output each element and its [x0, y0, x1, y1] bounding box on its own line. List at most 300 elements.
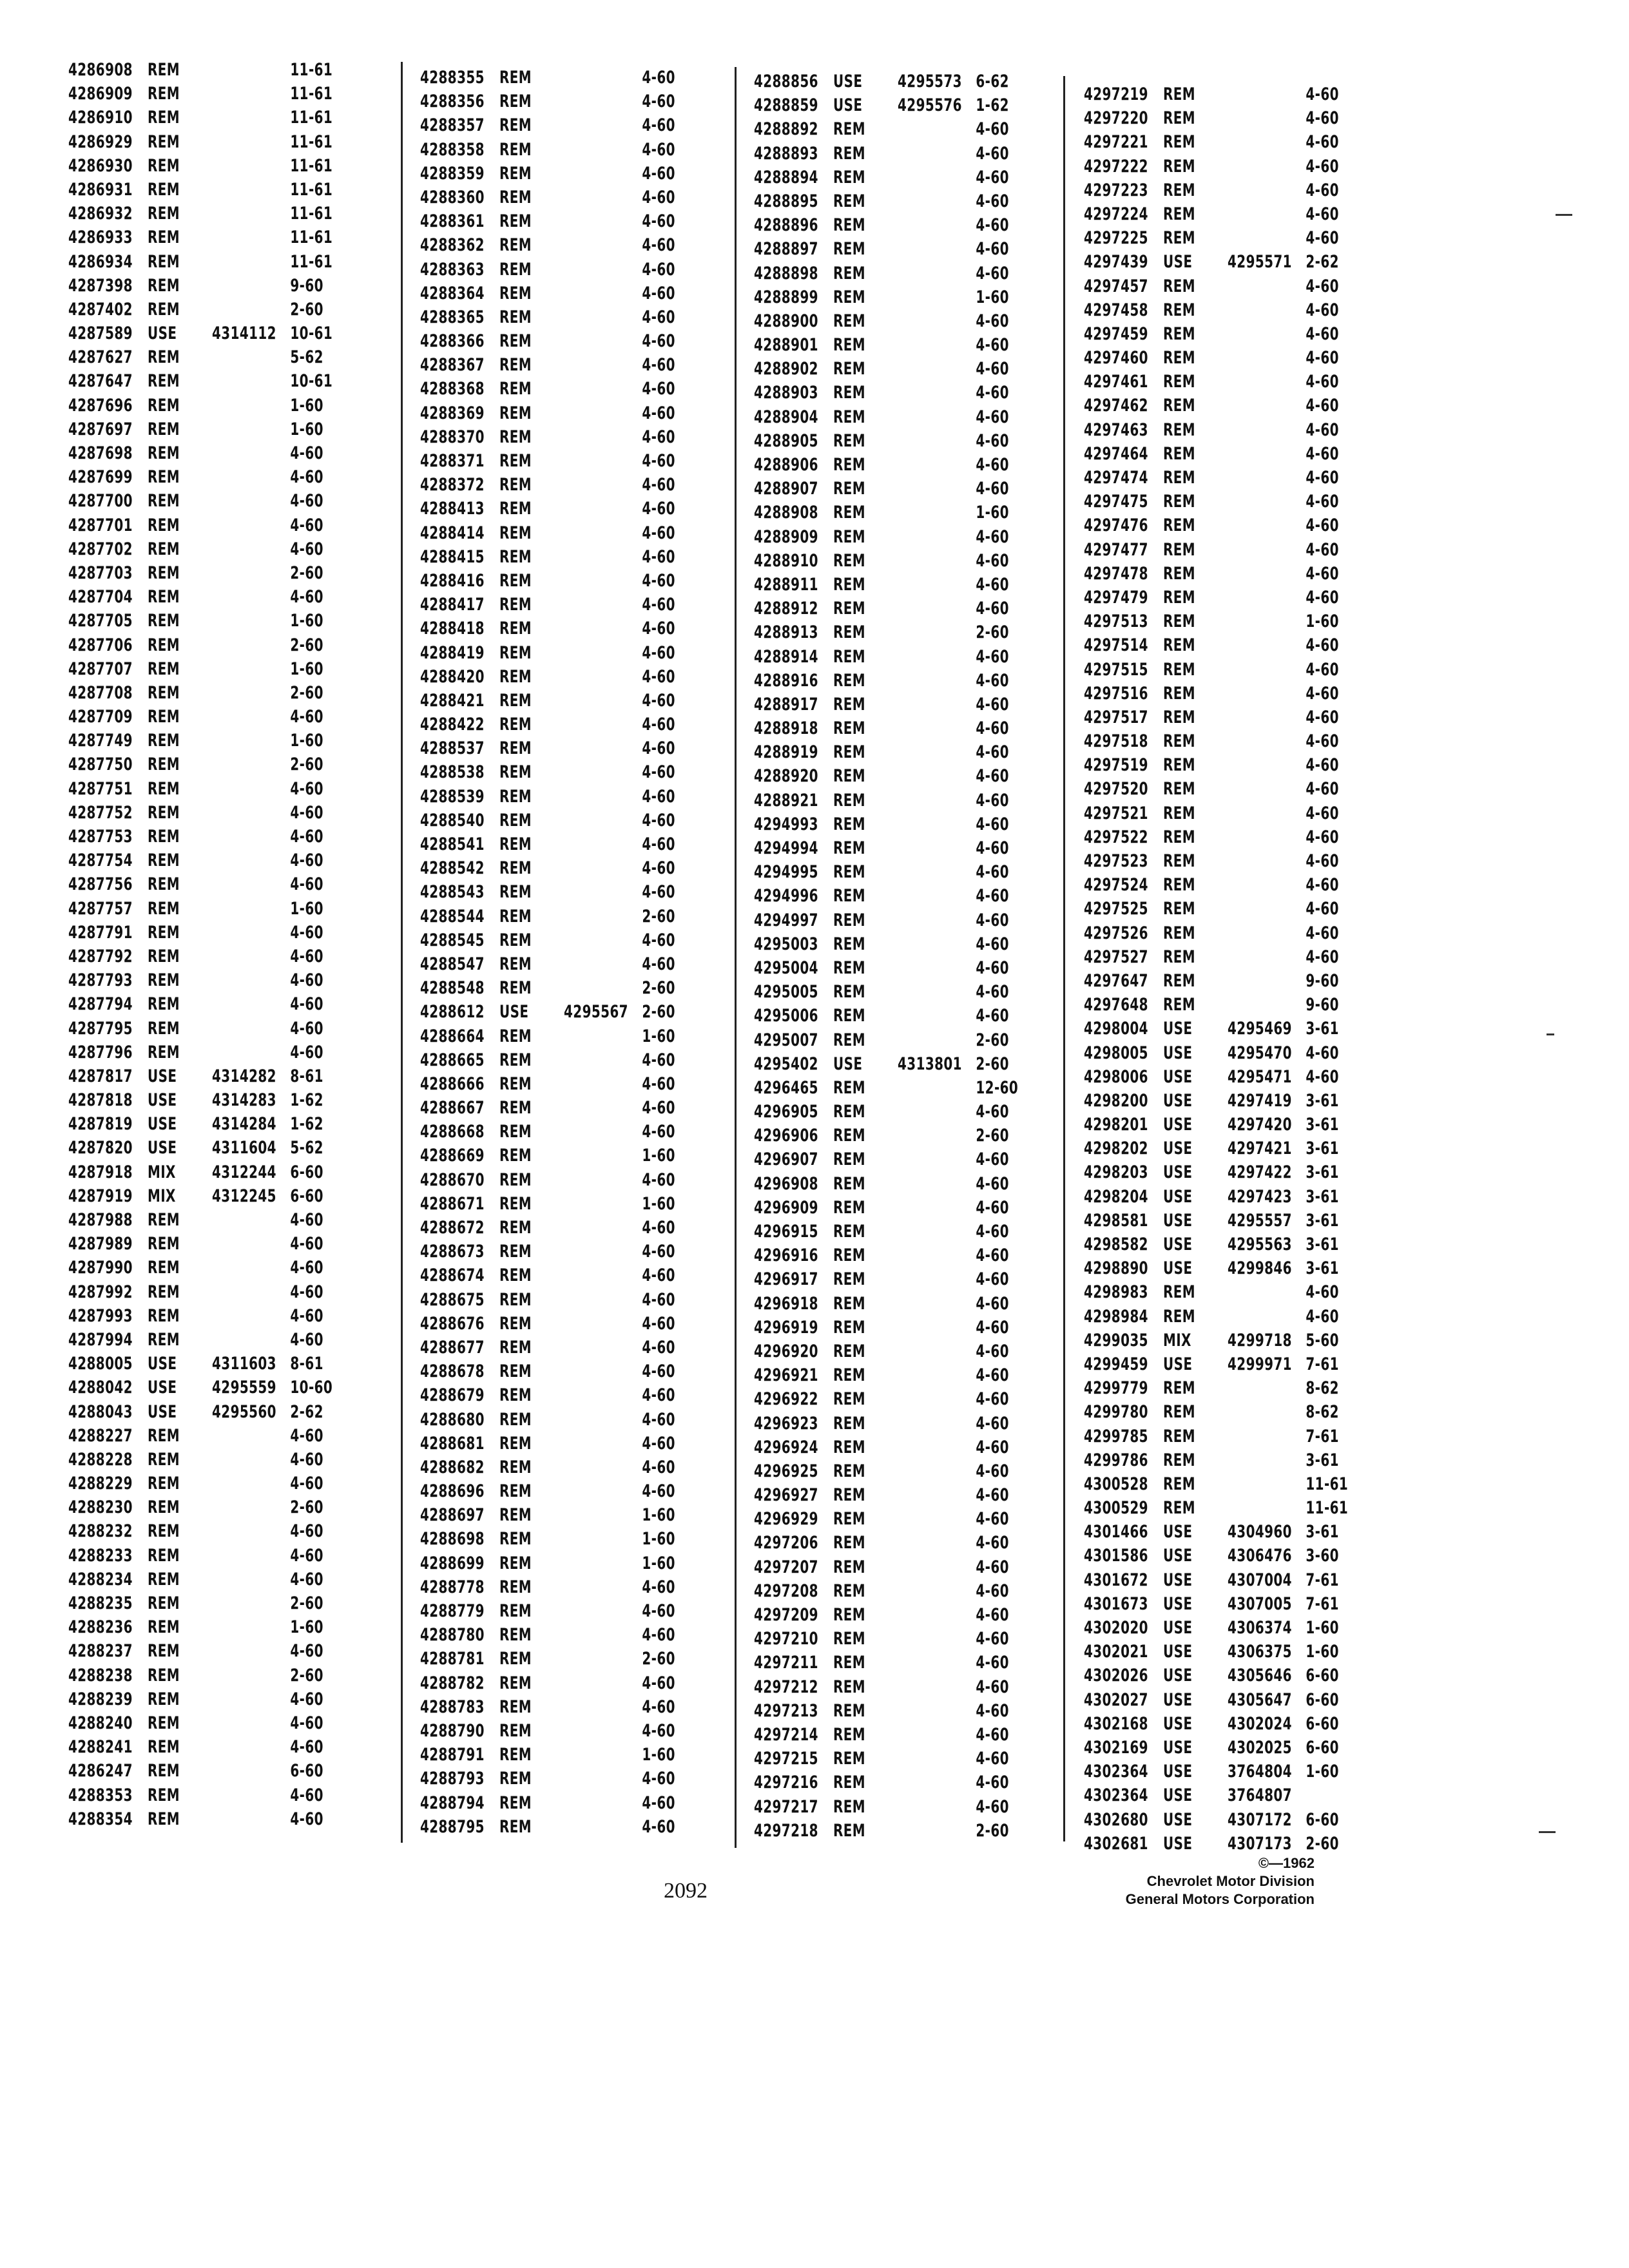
- action-code: REM: [148, 658, 180, 679]
- part-number: 4287751: [68, 778, 133, 799]
- part-row: [420, 785, 675, 809]
- effective-date: 4-60: [976, 1724, 1009, 1745]
- replacement-part-number: 4295559: [212, 1378, 276, 1398]
- part-row: [68, 1687, 323, 1711]
- action-code: REM: [833, 599, 866, 619]
- part-number: 4297524: [1084, 875, 1148, 896]
- effective-date: 1-60: [642, 1745, 675, 1765]
- effective-date: 4-60: [1306, 635, 1339, 656]
- action-code: REM: [1163, 707, 1196, 727]
- replacement-part-number: 4295576: [898, 95, 962, 116]
- effective-date: 4-60: [1306, 515, 1339, 536]
- part-number: 4288795: [420, 1816, 485, 1837]
- part-number: 4302168: [1084, 1713, 1148, 1734]
- effective-date: 4-60: [1306, 468, 1339, 488]
- part-row: [1084, 394, 1339, 418]
- effective-date: 4-60: [642, 858, 675, 879]
- effective-date: 4-60: [642, 715, 675, 735]
- part-number: 4287919: [68, 1186, 133, 1206]
- action-code: USE: [1163, 1618, 1193, 1638]
- action-code: REM: [1163, 683, 1196, 704]
- effective-date: 11-61: [290, 204, 333, 224]
- action-code: REM: [148, 179, 180, 200]
- effective-date: 4-60: [1306, 204, 1339, 224]
- effective-date: 4-60: [976, 646, 1009, 667]
- action-code: REM: [499, 882, 532, 903]
- part-number: 4296906: [754, 1126, 818, 1146]
- effective-date: 4-60: [976, 1677, 1009, 1697]
- part-row: [1084, 1736, 1339, 1760]
- part-number: 4288918: [754, 718, 818, 739]
- effective-date: 4-60: [1306, 1043, 1339, 1063]
- action-code: REM: [833, 886, 866, 907]
- action-code: MIX: [148, 1162, 176, 1182]
- part-row: [420, 138, 675, 162]
- part-row: [1084, 849, 1339, 873]
- action-code: REM: [148, 395, 180, 416]
- action-code: REM: [833, 1820, 866, 1841]
- effective-date: 4-60: [976, 838, 1009, 858]
- replacement-part-number: 4295557: [1228, 1210, 1292, 1231]
- effective-date: 4-60: [290, 1785, 323, 1805]
- effective-date: 7-61: [1306, 1354, 1339, 1374]
- effective-date: 4-60: [290, 1449, 323, 1470]
- part-number: 4288669: [420, 1146, 485, 1166]
- action-code: REM: [499, 1337, 532, 1358]
- part-number: 4302027: [1084, 1689, 1148, 1710]
- part-number: 4298202: [1084, 1139, 1148, 1159]
- action-code: REM: [833, 1197, 866, 1218]
- part-number: 4287754: [68, 850, 133, 871]
- action-code: REM: [499, 1026, 532, 1046]
- effective-date: 4-60: [976, 1437, 1009, 1457]
- effective-date: 4-60: [976, 1773, 1009, 1793]
- action-code: REM: [1163, 563, 1196, 584]
- action-code: USE: [148, 1401, 177, 1422]
- effective-date: 4-60: [290, 443, 323, 463]
- part-row: [754, 1052, 1009, 1076]
- part-number: 4295003: [754, 934, 818, 954]
- part-row: [1084, 1568, 1339, 1592]
- action-code: REM: [148, 1809, 180, 1829]
- part-number: 4287707: [68, 658, 133, 679]
- action-code: USE: [148, 1138, 177, 1158]
- effective-date: 4-60: [642, 595, 675, 615]
- effective-date: 4-60: [642, 1050, 675, 1070]
- action-code: USE: [1163, 1737, 1193, 1758]
- effective-date: 4-60: [1306, 755, 1339, 776]
- action-code: REM: [148, 1593, 180, 1613]
- part-row: [68, 1400, 323, 1424]
- part-row: [1084, 1376, 1339, 1400]
- part-number: 4302026: [1084, 1666, 1148, 1686]
- effective-date: 4-60: [290, 827, 323, 847]
- effective-date: 4-60: [642, 882, 675, 903]
- action-code: REM: [833, 550, 866, 571]
- part-number: 4300528: [1084, 1474, 1148, 1494]
- effective-date: 3-61: [1306, 1235, 1339, 1254]
- part-number: 4288667: [420, 1098, 485, 1119]
- action-code: REM: [833, 1461, 866, 1481]
- part-row: [68, 250, 333, 274]
- effective-date: 4-60: [290, 946, 323, 966]
- effective-date: 4-60: [1306, 108, 1339, 129]
- part-row: [754, 1747, 1009, 1771]
- action-code: REM: [499, 619, 532, 639]
- part-number: 4288901: [754, 335, 818, 356]
- effective-date: 4-60: [976, 934, 1009, 954]
- part-number: 4294993: [754, 814, 818, 834]
- action-code: REM: [499, 954, 532, 974]
- part-row: [68, 441, 323, 465]
- part-row: [754, 620, 1009, 644]
- part-row: [754, 1507, 1009, 1531]
- part-row: [1084, 1160, 1339, 1184]
- action-code: REM: [833, 694, 866, 715]
- action-code: REM: [833, 766, 866, 787]
- action-code: REM: [148, 802, 180, 823]
- action-code: REM: [148, 227, 180, 248]
- part-row: [420, 186, 675, 209]
- effective-date: 4-60: [1306, 419, 1339, 440]
- action-code: USE: [1163, 1546, 1193, 1566]
- effective-date: 2-62: [290, 1401, 323, 1422]
- action-code: REM: [148, 539, 180, 559]
- effective-date: 6-60: [290, 1186, 323, 1206]
- part-row: [754, 477, 1009, 501]
- part-number: 4288894: [754, 167, 818, 187]
- action-code: REM: [499, 1289, 532, 1310]
- action-code: REM: [833, 838, 866, 858]
- part-row: [754, 956, 1009, 980]
- part-row: [420, 1456, 675, 1479]
- action-code: USE: [499, 1002, 529, 1023]
- part-number: 4297516: [1084, 683, 1148, 704]
- effective-date: 4-60: [1306, 132, 1339, 153]
- effective-date: 4-60: [290, 1258, 323, 1278]
- part-row: [420, 856, 675, 880]
- replacement-part-number: 4302025: [1228, 1737, 1292, 1758]
- effective-date: 4-60: [976, 910, 1009, 930]
- replacement-part-number: 4313801: [898, 1053, 962, 1074]
- part-row: [420, 545, 675, 569]
- effective-date: 2-60: [290, 635, 323, 655]
- replacement-part-number: 4314282: [212, 1066, 276, 1086]
- effective-date: 4-60: [1306, 492, 1339, 512]
- part-number: 4297477: [1084, 539, 1148, 560]
- action-code: REM: [833, 862, 866, 883]
- part-row: [420, 1048, 675, 1072]
- part-row: [754, 333, 1009, 357]
- effective-date: 2-60: [290, 1593, 323, 1613]
- part-number: 4287990: [68, 1258, 133, 1278]
- parts-column-3: [754, 70, 1057, 1843]
- part-row: [68, 82, 333, 106]
- action-code: REM: [1163, 180, 1196, 200]
- part-number: 4299780: [1084, 1402, 1148, 1423]
- part-number: 4286908: [68, 60, 133, 80]
- action-code: REM: [499, 1385, 532, 1406]
- effective-date: 4-60: [1306, 84, 1339, 104]
- part-row: [420, 1408, 675, 1432]
- part-row: [420, 1743, 675, 1767]
- part-number: 4294996: [754, 886, 818, 907]
- part-row: [68, 489, 323, 513]
- effective-date: 4-60: [976, 1317, 1009, 1338]
- effective-date: 4-60: [290, 1425, 323, 1446]
- part-number: 4288541: [420, 834, 485, 854]
- part-row: [754, 1267, 1009, 1291]
- effective-date: 9-60: [1306, 970, 1339, 991]
- part-row: [68, 1807, 323, 1831]
- effective-date: 4-60: [642, 427, 675, 447]
- action-code: MIX: [148, 1186, 176, 1206]
- part-row: [68, 1184, 323, 1208]
- effective-date: 4-60: [976, 479, 1009, 499]
- action-code: REM: [148, 1689, 180, 1709]
- effective-date: 4-60: [1306, 276, 1339, 296]
- part-number: 4297519: [1084, 755, 1148, 776]
- part-number: 4302021: [1084, 1642, 1148, 1662]
- action-code: REM: [833, 1437, 866, 1457]
- action-code: REM: [148, 946, 180, 966]
- action-code: USE: [1163, 1019, 1193, 1039]
- effective-date: 4-60: [290, 707, 323, 727]
- action-code: REM: [148, 419, 180, 439]
- part-row: [68, 1328, 323, 1352]
- part-row: [68, 921, 323, 945]
- part-number: 4294995: [754, 862, 818, 883]
- part-number: 4287704: [68, 587, 133, 608]
- part-number: 4297475: [1084, 492, 1148, 512]
- part-row: [420, 832, 675, 856]
- part-row: [68, 1495, 323, 1519]
- part-number: 4296923: [754, 1413, 818, 1434]
- part-number: 4286933: [68, 227, 133, 248]
- part-row: [754, 1363, 1009, 1387]
- part-number: 4288414: [420, 523, 485, 543]
- part-row: [420, 593, 675, 617]
- action-code: REM: [833, 119, 866, 140]
- part-number: 4298582: [1084, 1235, 1148, 1254]
- effective-date: 4-60: [642, 307, 675, 327]
- effective-date: 4-60: [976, 790, 1009, 811]
- action-code: REM: [499, 666, 532, 687]
- action-code: REM: [499, 1816, 532, 1837]
- part-row: [420, 641, 675, 665]
- effective-date: 4-60: [1306, 348, 1339, 369]
- part-row: [420, 473, 675, 497]
- replacement-part-number: 4299971: [1228, 1354, 1292, 1374]
- action-code: REM: [833, 1317, 866, 1338]
- action-code: REM: [499, 187, 532, 207]
- effective-date: 4-60: [976, 766, 1009, 787]
- part-number: 4288903: [754, 383, 818, 403]
- part-row: [1084, 945, 1339, 969]
- effective-date: 4-60: [976, 1700, 1009, 1721]
- part-number: 4296922: [754, 1389, 818, 1410]
- part-number: 4288790: [420, 1720, 485, 1741]
- effective-date: 4-60: [976, 574, 1009, 595]
- effective-date: 1-60: [642, 1553, 675, 1573]
- action-code: REM: [499, 690, 532, 711]
- effective-date: 6-60: [1306, 1713, 1339, 1734]
- part-number: 4296927: [754, 1485, 818, 1506]
- effective-date: 4-60: [642, 1169, 675, 1190]
- part-number: 4288367: [420, 355, 485, 376]
- action-code: REM: [1163, 108, 1196, 129]
- effective-date: 4-60: [976, 1629, 1009, 1649]
- part-row: [1084, 82, 1339, 106]
- action-code: USE: [1163, 1043, 1193, 1063]
- part-number: 4288358: [420, 139, 485, 160]
- action-code: USE: [1163, 1522, 1193, 1542]
- part-number: 4286932: [68, 204, 133, 224]
- part-row: [68, 106, 333, 130]
- part-number: 4288904: [754, 407, 818, 427]
- part-number: 4298200: [1084, 1090, 1148, 1111]
- part-row: [1084, 322, 1339, 346]
- part-number: 4296905: [754, 1102, 818, 1122]
- action-code: REM: [833, 1749, 866, 1769]
- effective-date: 4-60: [976, 1365, 1009, 1386]
- part-row: [68, 418, 323, 441]
- part-number: 4288354: [68, 1809, 133, 1829]
- replacement-part-number: 3764804: [1228, 1762, 1292, 1782]
- part-number: 4297222: [1084, 156, 1148, 177]
- part-number: 4288916: [754, 670, 818, 691]
- action-code: REM: [148, 970, 180, 991]
- action-code: REM: [499, 1457, 532, 1477]
- action-code: REM: [833, 1653, 866, 1673]
- part-number: 4297209: [754, 1605, 818, 1625]
- part-row: [420, 66, 675, 90]
- part-row: [420, 713, 675, 736]
- replacement-part-number: 4312245: [212, 1186, 276, 1206]
- part-number: 4287818: [68, 1090, 133, 1111]
- effective-date: 4-60: [642, 115, 675, 136]
- part-number: 4297218: [754, 1820, 818, 1841]
- effective-date: 1-60: [642, 1505, 675, 1526]
- part-row: [1084, 442, 1339, 466]
- action-code: REM: [148, 275, 180, 296]
- effective-date: 4-60: [1306, 323, 1339, 344]
- action-code: USE: [1163, 1090, 1193, 1111]
- effective-date: 4-60: [642, 786, 675, 807]
- effective-date: 4-60: [642, 546, 675, 567]
- action-code: USE: [1163, 1762, 1193, 1782]
- effective-date: 4-60: [290, 802, 323, 823]
- part-number: 4288360: [420, 187, 485, 207]
- action-code: REM: [499, 211, 532, 232]
- part-row: [1084, 1712, 1339, 1736]
- part-number: 4297206: [754, 1533, 818, 1553]
- effective-date: 4-60: [976, 957, 1009, 978]
- part-row: [1084, 633, 1339, 657]
- action-code: REM: [1163, 731, 1196, 752]
- part-number: 4297478: [1084, 563, 1148, 584]
- part-row: [1084, 1041, 1339, 1065]
- effective-date: 4-60: [1306, 827, 1339, 847]
- part-row: [754, 860, 1009, 884]
- effective-date: 4-60: [642, 1625, 675, 1646]
- part-number: 4288793: [420, 1769, 485, 1789]
- part-number: 4288371: [420, 451, 485, 471]
- part-row: [420, 569, 675, 593]
- effective-date: 3-61: [1306, 1019, 1339, 1039]
- action-code: USE: [833, 72, 863, 91]
- part-number: 4288699: [420, 1553, 485, 1573]
- action-code: REM: [148, 1425, 180, 1446]
- part-number: 4288236: [68, 1617, 133, 1638]
- part-row: [68, 585, 323, 609]
- part-row: [1084, 1832, 1339, 1856]
- effective-date: 6-60: [1306, 1689, 1339, 1710]
- part-number: 4288370: [420, 427, 485, 447]
- action-code: REM: [148, 155, 180, 176]
- effective-date: 4-60: [642, 642, 675, 663]
- part-row: [420, 305, 675, 329]
- effective-date: 4-60: [290, 1042, 323, 1062]
- part-number: 4297214: [754, 1724, 818, 1745]
- effective-date: 4-60: [290, 1305, 323, 1326]
- part-number: 4296908: [754, 1173, 818, 1194]
- action-code: REM: [1163, 1498, 1196, 1519]
- part-number: 4288781: [420, 1649, 485, 1669]
- part-row: [754, 1771, 1009, 1794]
- part-number: 4288612: [420, 1002, 485, 1023]
- part-number: 4288791: [420, 1745, 485, 1765]
- part-row: [1084, 825, 1339, 849]
- action-code: REM: [1163, 132, 1196, 153]
- column-divider: [401, 62, 403, 1843]
- action-code: REM: [148, 1474, 180, 1494]
- part-number: 4297217: [754, 1796, 818, 1817]
- part-number: 4288232: [68, 1521, 133, 1542]
- column-divider: [735, 67, 737, 1848]
- part-row: [754, 1412, 1009, 1436]
- effective-date: 1-62: [976, 95, 1009, 116]
- replacement-part-number: 4295573: [898, 72, 962, 91]
- effective-date: 7-61: [1306, 1593, 1339, 1614]
- action-code: USE: [148, 1114, 177, 1135]
- effective-date: 4-60: [290, 1474, 323, 1494]
- action-code: USE: [1163, 1833, 1193, 1854]
- action-code: REM: [499, 570, 532, 591]
- action-code: REM: [148, 1042, 180, 1062]
- action-code: USE: [148, 1066, 177, 1086]
- effective-date: 4-60: [976, 167, 1009, 187]
- part-row: [420, 258, 675, 282]
- action-code: REM: [499, 810, 532, 831]
- part-row: [754, 1172, 1009, 1196]
- effective-date: 11-61: [1306, 1474, 1349, 1494]
- part-number: 4286910: [68, 108, 133, 128]
- part-number: 4302169: [1084, 1737, 1148, 1758]
- effective-date: 11-61: [290, 131, 333, 152]
- part-row: [754, 381, 1009, 405]
- part-number: 4288365: [420, 307, 485, 327]
- part-number: 4287989: [68, 1234, 133, 1254]
- action-code: REM: [833, 1030, 866, 1050]
- part-row: [420, 1096, 675, 1120]
- part-row: [420, 1575, 675, 1599]
- action-code: REM: [833, 670, 866, 691]
- part-row: [420, 760, 675, 784]
- effective-date: 1-62: [290, 1114, 323, 1135]
- effective-date: 4-60: [976, 143, 1009, 164]
- part-row: [68, 872, 323, 896]
